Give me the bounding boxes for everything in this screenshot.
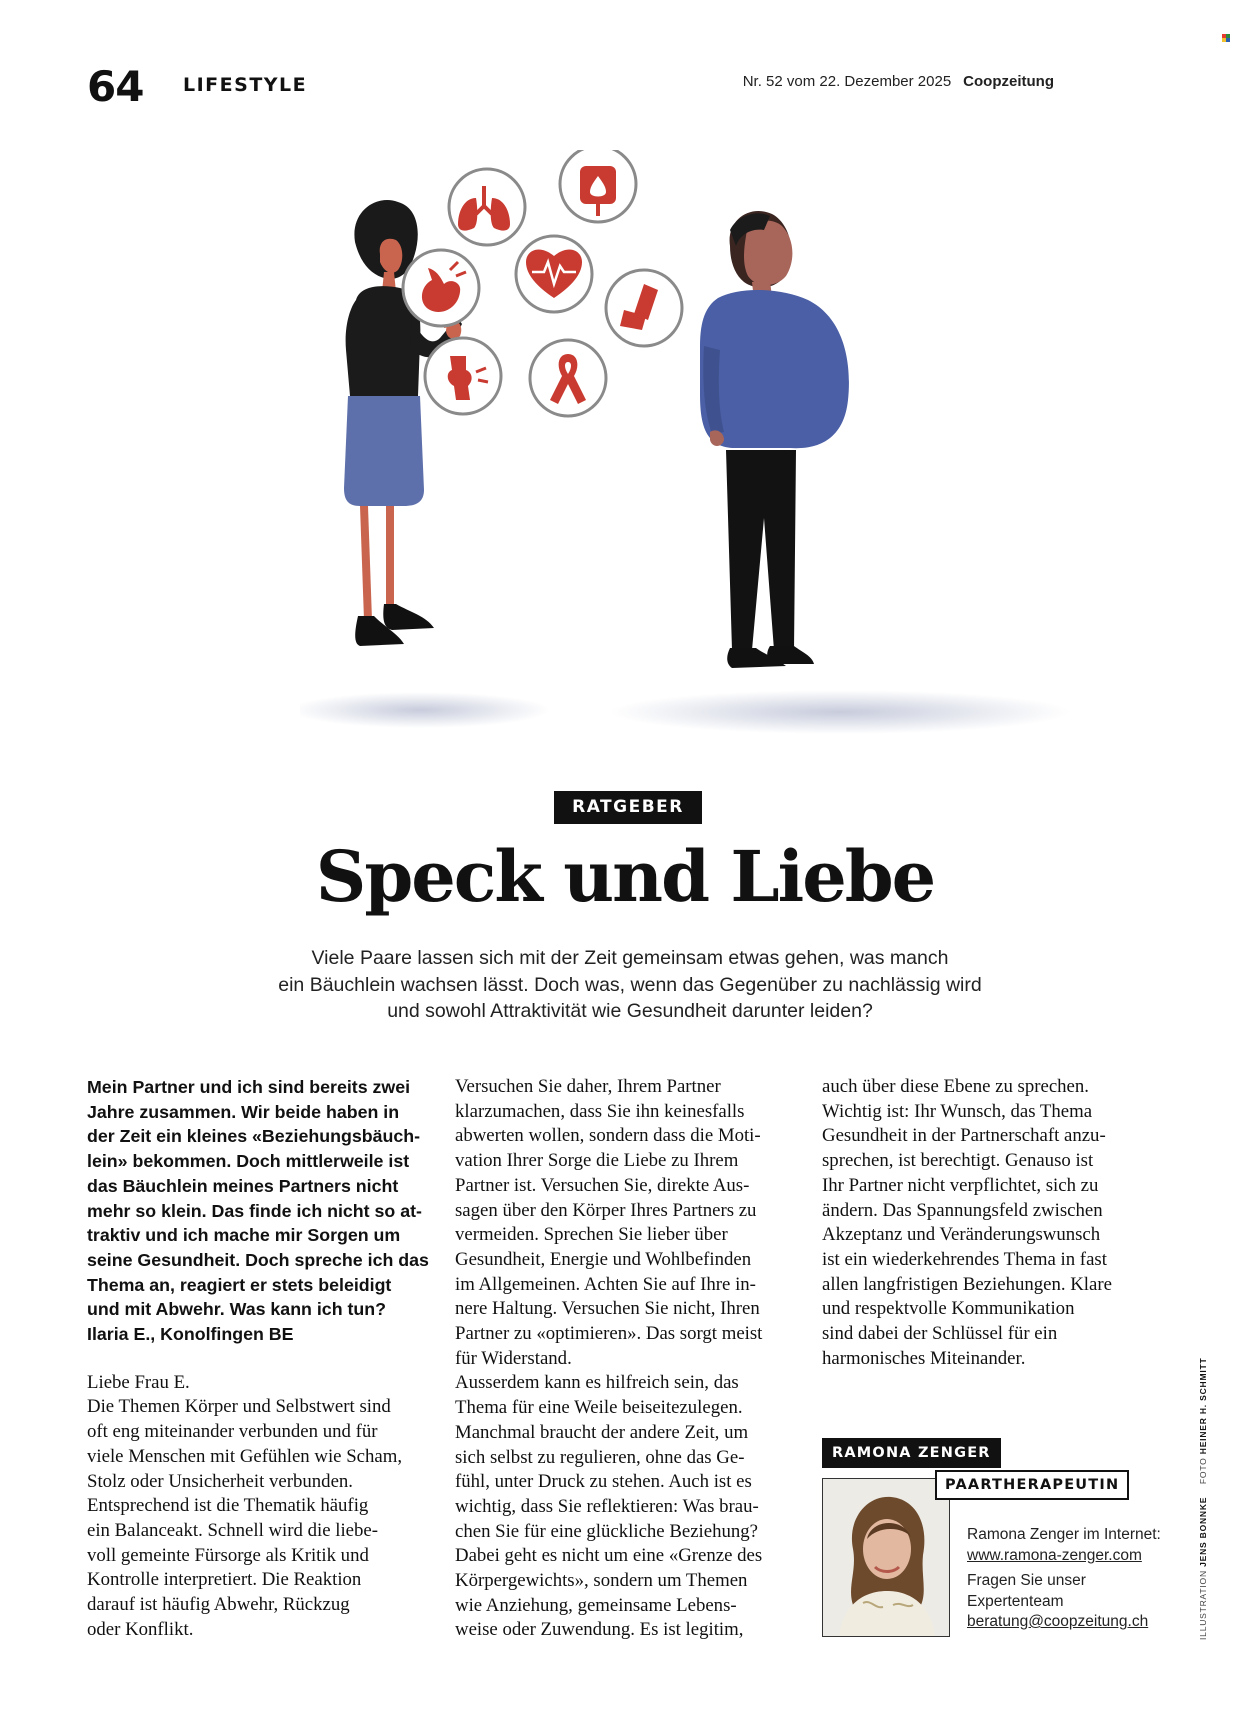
question-line: Thema an, reagiert er stets beleidigt (87, 1274, 392, 1295)
body-line: Gesundheit, Energie und Wohlbefinden (455, 1248, 752, 1270)
answer-line: Die Themen Körper und Selbstwert sind (87, 1396, 391, 1418)
body-line: Akzeptanz und Veränderungswunsch (822, 1224, 1101, 1246)
answer-line: viele Menschen mit Gefühlen wie Scham, (87, 1445, 403, 1467)
body-line: Wichtig ist: Ihr Wunsch, das Thema (822, 1100, 1093, 1122)
image-credits (1198, 1357, 1208, 1640)
body-line: sind dabei der Schlüssel für ein (822, 1323, 1058, 1345)
body-line: chen Sie für eine glückliche Beziehung? (455, 1520, 758, 1542)
body-line: Versuchen Sie daher, Ihrem Partner (455, 1076, 721, 1097)
body-line: allen langfristigen Beziehungen. Klare (822, 1273, 1112, 1295)
body-line: Gesundheit in der Partnerschaft anzu- (822, 1125, 1106, 1147)
woman-shadow (300, 692, 550, 728)
body-line: Thema für eine Weile beiseitezulegen. (455, 1397, 743, 1419)
body-line: abwerten wollen, sondern dass die Moti- (455, 1125, 761, 1147)
question-line: lein» bekommen. Doch mittlerweile ist (87, 1151, 410, 1172)
body-line: vermeiden. Sprechen Sie lieber über (455, 1224, 728, 1246)
man-shadow (610, 690, 1070, 734)
question-line: mehr so klein. Das finde ich nicht so at- (87, 1200, 422, 1221)
man-figure (700, 211, 849, 668)
body-line: Manchmal braucht der andere Zeit, um (455, 1421, 749, 1443)
answer-line: darauf ist häufig Abwehr, Rückzug (87, 1594, 350, 1616)
lungs-icon (449, 169, 525, 245)
article-lead (250, 945, 1010, 1025)
inhaler-icon (606, 270, 682, 346)
question-line: traktiv und ich mache mir Sorgen um (87, 1225, 401, 1246)
team-text: Expertenteam (967, 1592, 1064, 1610)
body-line: weise oder Zuwendung. Es ist legitim, (455, 1619, 744, 1641)
joint-icon (425, 338, 501, 414)
issue-info (743, 73, 1054, 90)
body-line: vation Ihrer Sorge die Liebe zu Ihrem (455, 1150, 739, 1172)
body-line: klarzumachen, dass Sie ihn keinesfalls (455, 1100, 745, 1122)
answer-line: oft eng miteinander verbunden und für (87, 1421, 378, 1443)
question-line: der Zeit ein kleines «Beziehungsbäuch- (87, 1126, 420, 1147)
lead-line: und sowohl Attraktivität wie Gesundheit darunter leiden? (387, 1000, 873, 1022)
body-line: im Allgemeinen. Achten Sie auf Ihre in- (455, 1273, 756, 1295)
author-contact (967, 1525, 1187, 1633)
body-line: für Widerstand. (455, 1347, 572, 1369)
answer-line: oder Konflikt. (87, 1618, 194, 1640)
body-line: wichtig, dass Sie reflektieren: Was brau- (455, 1495, 759, 1517)
author-role-tag: PAARTHERAPEUTIN (935, 1470, 1129, 1500)
body-line: Partner zu «optimieren». Das sorgt meist (455, 1323, 763, 1345)
body-line: sagen über den Körper Ihres Partners zu (455, 1199, 757, 1221)
internet-label: Ramona Zenger im Internet: (967, 1526, 1161, 1543)
answer-line: Stolz oder Unsicherheit verbunden. (87, 1470, 353, 1492)
body-line: Dabei geht es nicht um eine «Grenze des (455, 1545, 763, 1567)
section-title: LIFESTYLE (183, 74, 308, 96)
question-line: Mein Partner und ich sind bereits zwei (87, 1077, 411, 1097)
article-headline: Speck und Liebe (315, 835, 935, 918)
answer-line: Kontrolle interpretiert. Die Reaktion (87, 1569, 362, 1591)
body-line: auch über diese Ebene zu sprechen. (822, 1076, 1089, 1097)
question-line: Jahre zusammen. Wir beide haben in (87, 1101, 400, 1122)
article-illustration (300, 150, 1160, 760)
answer-line: voll gemeinte Fürsorge als Kritik und (87, 1544, 369, 1566)
answer-line: Entsprechend ist die Thematik häufig (87, 1495, 369, 1517)
body-line: sprechen, ist berechtigt. Genauso ist (822, 1150, 1094, 1172)
answer-salutation: Liebe Frau E. (87, 1371, 190, 1393)
reader-question (87, 1075, 432, 1347)
question-line: das Bäuchlein meines Partners nicht (87, 1175, 399, 1196)
question-line: und mit Abwehr. Was kann ich tun? (87, 1299, 386, 1320)
article-kicker: RATGEBER (554, 791, 702, 824)
issue-date: Nr. 52 vom 22. Dezember 2025 (742, 73, 952, 90)
body-line: fühl, unter Druck zu stehen. Auch ist es (455, 1471, 752, 1493)
article-column-3 (822, 1075, 1167, 1371)
author-name-tag: RAMONA ZENGER (822, 1438, 1001, 1468)
email-link[interactable]: beratung@coopzeitung.ch (967, 1613, 1149, 1630)
answer-line: ein Balanceakt. Schnell wird die liebe- (87, 1519, 378, 1541)
blood-bag-icon (560, 150, 636, 222)
credit-label: FOTO (1198, 1457, 1208, 1485)
question-author: Ilaria E., Konolfingen BE (87, 1324, 294, 1345)
body-line: ändern. Das Spannungsfeld zwischen (822, 1199, 1103, 1221)
lead-line: ein Bäuchlein wachsen lässt. Doch was, wenn das Gegenüber zu nachlässig wird (278, 973, 982, 996)
body-line: Ihr Partner nicht verpflichtet, sich zu (822, 1174, 1099, 1196)
team-text: Fragen Sie unser (967, 1572, 1086, 1589)
article-column-2 (455, 1075, 800, 1643)
body-line: sich selbst zu regulieren, ohne das Ge- (455, 1446, 745, 1468)
credit-photographer: HEINER H. SCHMITT (1198, 1357, 1208, 1455)
body-line: wie Anziehung, gemeinsame Lebens- (455, 1594, 737, 1616)
credit-illustrator: JENS BONNKE (1198, 1496, 1208, 1567)
page-number: 64 (87, 62, 144, 111)
body-line: und respektvolle Kommunikation (822, 1298, 1075, 1320)
body-line: nere Haltung. Versuchen Sie nicht, Ihren (455, 1298, 760, 1320)
website-link[interactable]: www.ramona-zenger.com (967, 1546, 1142, 1564)
credit-label: ILLUSTRATION (1198, 1570, 1208, 1640)
question-line: seine Gesundheit. Doch spreche ich das (87, 1249, 429, 1270)
stomach-icon (403, 250, 479, 326)
brand-name: Coopzeitung (963, 73, 1054, 90)
answer-text (87, 1371, 432, 1643)
author-photo (823, 1479, 950, 1637)
awareness-ribbon-icon (530, 340, 606, 416)
author-portrait (822, 1478, 950, 1637)
body-line: Ausserdem kann es hilfreich sein, das (455, 1372, 739, 1394)
article-column-1 (87, 1075, 432, 1642)
body-line: harmonisches Miteinander. (822, 1347, 1026, 1369)
body-line: Körpergewichts», sondern um Themen (455, 1570, 748, 1592)
body-line: ist ein wiederkehrendes Thema in fast (822, 1248, 1107, 1270)
body-line: Partner ist. Versuchen Sie, direkte Aus- (455, 1174, 750, 1196)
lead-line: Viele Paare lassen sich mit der Zeit gemeinsam etwas gehen, was manch (311, 947, 949, 969)
heart-pulse-icon (516, 236, 592, 312)
print-color-marks (1222, 34, 1230, 42)
